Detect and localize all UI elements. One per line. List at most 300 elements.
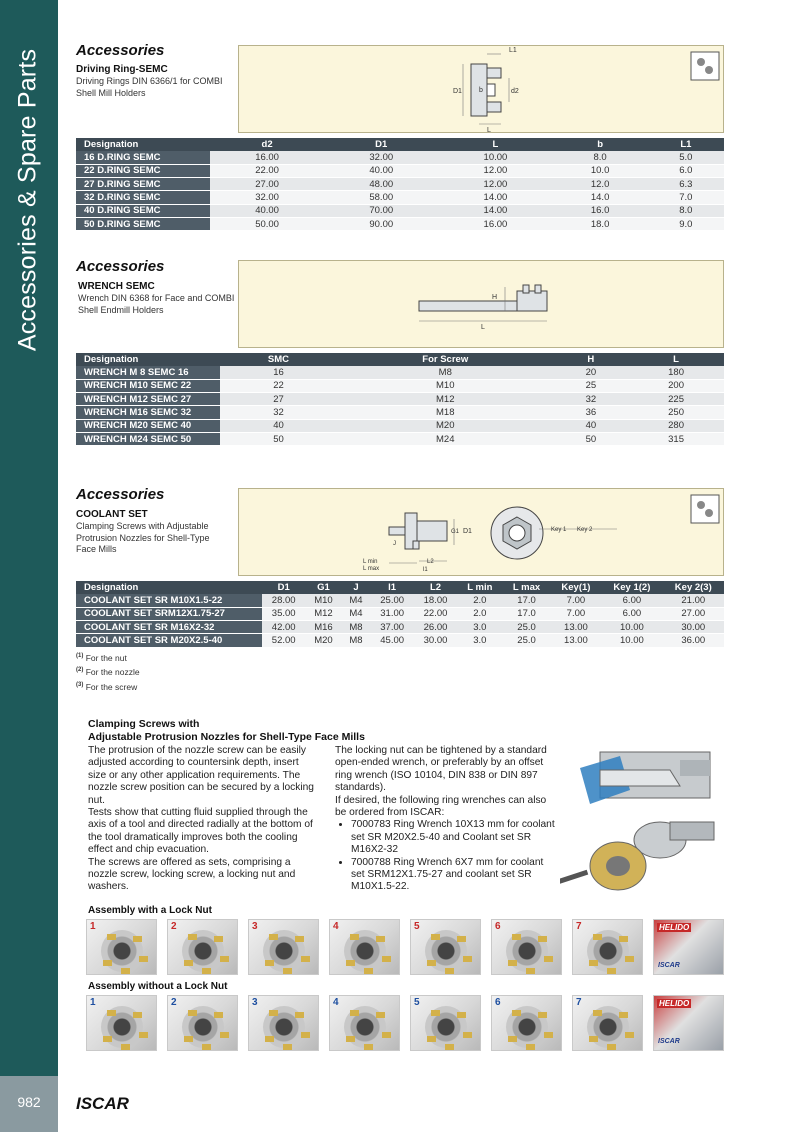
designation-cell: WRENCH M20 SEMC 40 <box>76 419 220 432</box>
fig-label-l1: l1 <box>423 567 428 573</box>
table-cell: 40 <box>554 419 629 432</box>
designation-cell: COOLANT SET SR M10X1.5-22 <box>76 594 262 607</box>
fig-label-lmax: L max <box>363 566 380 572</box>
designation-cell: COOLANT SET SR M20X2.5-40 <box>76 634 262 647</box>
table-cell: 12.0 <box>553 178 648 191</box>
insert-shape <box>526 1044 535 1050</box>
table-cell: 13.00 <box>551 621 602 634</box>
helido-logo: HELIDO <box>659 923 690 932</box>
insert-shape <box>220 1032 229 1038</box>
table-cell: 14.00 <box>438 191 552 204</box>
wrench-list <box>351 819 557 893</box>
table-cell: 8.0 <box>553 151 648 164</box>
insert-shape <box>607 968 616 974</box>
table-cell: 32.00 <box>324 151 438 164</box>
table-cell: 27.00 <box>210 178 324 191</box>
fig-label-h: H <box>492 294 498 301</box>
step-number: 3 <box>252 921 258 932</box>
insert-shape <box>463 956 472 962</box>
table-cell: 10.00 <box>438 151 552 164</box>
col-header: L2 <box>414 581 457 594</box>
insert-shape <box>269 934 278 940</box>
table-cell: 2.0 <box>457 594 502 607</box>
section2-figure <box>238 260 724 348</box>
insert-shape <box>301 956 310 962</box>
fig-label-l2: L2 <box>427 559 434 565</box>
insert-shape <box>107 1010 116 1016</box>
insert-shape <box>538 936 547 942</box>
section3-figure <box>238 488 724 576</box>
table-cell: 35.00 <box>262 607 305 620</box>
insert-shape <box>184 1036 193 1042</box>
insert-shape <box>295 1012 304 1018</box>
designation-cell: 22 D.RING SEMC <box>76 164 210 177</box>
table-cell: 14.0 <box>553 191 648 204</box>
section3-desc: Clamping Screws with Adjustable Protrusion Nozzles for Shell-Type Face Mills <box>76 521 210 554</box>
table-cell: 12.00 <box>438 164 552 177</box>
table-row <box>76 217 724 230</box>
step-number: 3 <box>252 997 258 1008</box>
insert-shape <box>346 960 355 966</box>
table-cell: M12 <box>337 393 554 406</box>
table-cell: M4 <box>342 607 371 620</box>
col-header: For Screw <box>337 353 554 366</box>
iscar-sublogo: ISCAR <box>658 1038 680 1045</box>
wrench-drawing <box>239 261 725 349</box>
table-cell: M4 <box>342 594 371 607</box>
table-cell: 14.00 <box>438 204 552 217</box>
insert-shape <box>607 1044 616 1050</box>
table-row <box>76 151 724 164</box>
designation-cell: 16 D.RING SEMC <box>76 151 210 164</box>
insert-shape <box>445 968 454 974</box>
table-cell: 36.00 <box>663 634 724 647</box>
table-cell: 37.00 <box>370 621 413 634</box>
fig-label-l: L <box>487 127 491 134</box>
insert-shape <box>103 1036 112 1042</box>
insert-shape <box>431 1010 440 1016</box>
fig-label-j: J <box>393 541 396 547</box>
driving-ring-drawing <box>239 46 725 134</box>
page-number: 982 <box>17 1094 41 1110</box>
insert-shape <box>544 1032 553 1038</box>
table-cell: 6.0 <box>648 164 724 177</box>
insert-shape <box>214 936 223 942</box>
sidebar-title-wrap <box>8 40 48 360</box>
table-row <box>76 607 724 620</box>
designation-cell: 50 D.RING SEMC <box>76 217 210 230</box>
insert-shape <box>265 960 274 966</box>
col-header: D1 <box>324 138 438 151</box>
fig-label-b: b <box>479 87 483 94</box>
step-number: 5 <box>414 921 420 932</box>
section2-title: Accessories <box>76 258 165 275</box>
col-header: L max <box>502 581 550 594</box>
list-item: • 7000788 Ring Wrench 6X7 mm for coolant set SRM12X1.75-27 and coolant set SR M10X1.5-22. <box>351 857 557 894</box>
table-cell: 40 <box>220 419 337 432</box>
table-row <box>76 164 724 177</box>
milling-holder-illustration <box>560 740 730 900</box>
table-cell: M18 <box>337 406 554 419</box>
paragraph: The locking nut can be tightened by a standard open-ended wrench, or preferably by an offset ring wrench (ISO 10104, DIN 838 or DIN 897 standards). <box>335 745 547 794</box>
assembly-step-photo <box>491 995 562 1051</box>
table-row <box>76 594 724 607</box>
insert-shape <box>139 1032 148 1038</box>
col-header: Key 2(3) <box>663 581 724 594</box>
table-cell: 27.00 <box>663 607 724 620</box>
insert-shape <box>184 960 193 966</box>
insert-shape <box>214 1012 223 1018</box>
iscar-sublogo: ISCAR <box>658 962 680 969</box>
insert-shape <box>364 1044 373 1050</box>
table-cell: 6.3 <box>648 178 724 191</box>
assembly-step-photo <box>167 919 238 975</box>
paragraph: The protrusion of the nozzle screw can be easily adjusted according to countersink depth, insert size or any other application requirements. The nozzle screw position can be secured by a locking nut. <box>88 745 314 806</box>
insert-shape <box>625 1032 634 1038</box>
assembly-step-photo <box>329 919 400 975</box>
table-cell: 22.00 <box>414 607 457 620</box>
step-number: 1 <box>90 997 96 1008</box>
col-header: d2 <box>210 138 324 151</box>
table-cell: 225 <box>628 393 724 406</box>
article-heading: Clamping Screws with Adjustable Protrusion Nozzles for Shell-Type Face Mills <box>88 718 365 743</box>
step-number: 6 <box>495 997 501 1008</box>
col-header: Key 1(2) <box>601 581 662 594</box>
section1-desc: Driving Rings DIN 6366/1 for COMBI Shell Mill Holders <box>76 76 223 98</box>
insert-shape <box>107 934 116 940</box>
col-header: L1 <box>648 138 724 151</box>
insert-shape <box>427 960 436 966</box>
footnotes <box>76 650 140 693</box>
table-cell: 10.0 <box>553 164 648 177</box>
table-cell: 25.0 <box>502 634 550 647</box>
fig-label-l: L <box>481 324 485 331</box>
table-row <box>76 432 724 445</box>
fig-label-d2: d2 <box>511 88 519 95</box>
table-header-row <box>76 353 724 366</box>
table-cell: M20 <box>337 419 554 432</box>
footnote: $^{(2)}$ For the nozzle <box>76 667 140 678</box>
table-cell: M16 <box>305 621 341 634</box>
insert-shape <box>269 1010 278 1016</box>
step-number: 2 <box>171 997 177 1008</box>
step-number: 1 <box>90 921 96 932</box>
insert-shape <box>463 1032 472 1038</box>
fig-label-d1: D1 <box>453 88 462 95</box>
insert-shape <box>508 960 517 966</box>
insert-shape <box>139 956 148 962</box>
table-cell: 40.00 <box>324 164 438 177</box>
insert-shape <box>376 936 385 942</box>
brand-logo: ISCAR <box>76 1094 129 1113</box>
col-header: l1 <box>370 581 413 594</box>
table-cell: 16.00 <box>438 217 552 230</box>
designation-cell: WRENCH M16 SEMC 32 <box>76 406 220 419</box>
step-number: 7 <box>576 997 582 1008</box>
insert-shape <box>382 956 391 962</box>
insert-shape <box>427 1036 436 1042</box>
insert-shape <box>103 960 112 966</box>
insert-shape <box>188 934 197 940</box>
insert-shape <box>625 956 634 962</box>
table-cell: 7.0 <box>648 191 724 204</box>
table-cell: M24 <box>337 432 554 445</box>
table-cell: 30.00 <box>414 634 457 647</box>
list-item: • 7000783 Ring Wrench 10X13 mm for coolant set SR M20X2.5-40 and Coolant set SR M16X2-32 <box>351 819 557 856</box>
table-row <box>76 406 724 419</box>
table-cell: 28.00 <box>262 594 305 607</box>
col-header: Designation <box>76 353 220 366</box>
table-cell: M8 <box>342 634 371 647</box>
col-header: J <box>342 581 371 594</box>
insert-shape <box>457 936 466 942</box>
table-cell: 32.00 <box>210 191 324 204</box>
table-cell: 10.00 <box>601 621 662 634</box>
table-cell: 25.0 <box>502 621 550 634</box>
insert-shape <box>538 1012 547 1018</box>
insert-shape <box>121 1044 130 1050</box>
insert-shape <box>526 968 535 974</box>
table-header-row <box>76 138 724 151</box>
insert-shape <box>364 968 373 974</box>
table-cell: M8 <box>342 621 371 634</box>
table-cell: 315 <box>628 432 724 445</box>
table-cell: 20 <box>554 366 629 379</box>
designation-cell: WRENCH M24 SEMC 50 <box>76 432 220 445</box>
table-cell: 26.00 <box>414 621 457 634</box>
insert-shape <box>350 1010 359 1016</box>
article-col1 <box>88 745 316 894</box>
table-cell: 12.00 <box>438 178 552 191</box>
table-cell: M8 <box>337 366 554 379</box>
insert-shape <box>593 934 602 940</box>
table-cell: 22 <box>220 379 337 392</box>
step-number: 5 <box>414 997 420 1008</box>
fig-label-d1: D1 <box>463 528 472 535</box>
table-cell: 32 <box>220 406 337 419</box>
table-cell: 17.0 <box>502 607 550 620</box>
table-cell: 25.00 <box>370 594 413 607</box>
paragraph: The screws are offered as sets, comprising a nozzle screw, locking screw, a locking nut and washers. <box>88 856 296 893</box>
table-cell: 30.00 <box>663 621 724 634</box>
assembly-step-photo <box>86 919 157 975</box>
table-cell: 58.00 <box>324 191 438 204</box>
table-header-row <box>76 581 724 594</box>
table-cell: 200 <box>628 379 724 392</box>
assembly-step-photo <box>491 919 562 975</box>
table-cell: 3.0 <box>457 621 502 634</box>
col-header: Designation <box>76 581 262 594</box>
table-cell: 16.00 <box>210 151 324 164</box>
table-cell: 16 <box>220 366 337 379</box>
table-cell: 50.00 <box>210 217 324 230</box>
assembly-step-photo <box>572 919 643 975</box>
table-row <box>76 419 724 432</box>
table-cell: 8.0 <box>648 204 724 217</box>
section3-title: Accessories <box>76 486 165 503</box>
col-header: SMC <box>220 353 337 366</box>
table-row <box>76 366 724 379</box>
table-cell: 27 <box>220 393 337 406</box>
designation-cell: COOLANT SET SRM12X1.75-27 <box>76 607 262 620</box>
table-cell: 90.00 <box>324 217 438 230</box>
table-row <box>76 191 724 204</box>
table-cell: 18.0 <box>553 217 648 230</box>
table-cell: 31.00 <box>370 607 413 620</box>
driving-ring-table <box>76 138 724 231</box>
table-row <box>76 204 724 217</box>
table-cell: 7.00 <box>551 594 602 607</box>
col-header: L <box>438 138 552 151</box>
sidebar <box>0 0 58 1132</box>
paragraph: If desired, the following ring wrenches can also be ordered from ISCAR: <box>335 794 547 819</box>
col-header: H <box>554 353 629 366</box>
insert-shape <box>202 968 211 974</box>
table-cell: 180 <box>628 366 724 379</box>
table-cell: 50 <box>554 432 629 445</box>
table-row <box>76 178 724 191</box>
helido-logo-photo <box>653 995 724 1051</box>
sidebar-title: Accessories & Spare Parts <box>13 48 42 352</box>
table-cell: 52.00 <box>262 634 305 647</box>
table-cell: 280 <box>628 419 724 432</box>
assembly-step-photo <box>410 995 481 1051</box>
table-icon <box>691 52 719 80</box>
table-cell: 3.0 <box>457 634 502 647</box>
insert-shape <box>301 1032 310 1038</box>
insert-shape <box>295 936 304 942</box>
assembly-step-photo <box>86 995 157 1051</box>
table-cell: 50 <box>220 432 337 445</box>
table-cell: 45.00 <box>370 634 413 647</box>
assembly-step-photo <box>248 919 319 975</box>
col-header: D1 <box>262 581 305 594</box>
table-cell: 40.00 <box>210 204 324 217</box>
table-cell: M20 <box>305 634 341 647</box>
cutter-holder-image <box>560 740 730 900</box>
table-row <box>76 393 724 406</box>
insert-shape <box>508 1036 517 1042</box>
insert-shape <box>445 1044 454 1050</box>
insert-shape <box>350 934 359 940</box>
insert-shape <box>382 1032 391 1038</box>
helido-logo-photo <box>653 919 724 975</box>
section2-desc: Wrench DIN 6368 for Face and COMBI Shell Endmill Holders <box>78 293 235 315</box>
wrench-table <box>76 353 724 446</box>
table-cell: 9.0 <box>648 217 724 230</box>
insert-shape <box>512 1010 521 1016</box>
assembly-step-photo <box>167 995 238 1051</box>
table-cell: 2.0 <box>457 607 502 620</box>
footnote: $^{(3)}$ For the screw <box>76 681 138 692</box>
table-icon <box>691 495 719 523</box>
step-number: 6 <box>495 921 501 932</box>
insert-shape <box>188 1010 197 1016</box>
table-cell: M12 <box>305 607 341 620</box>
designation-cell: 40 D.RING SEMC <box>76 204 210 217</box>
insert-shape <box>133 936 142 942</box>
insert-shape <box>283 1044 292 1050</box>
assembly-step-photo <box>248 995 319 1051</box>
table-cell: 7.00 <box>551 607 602 620</box>
insert-shape <box>133 1012 142 1018</box>
insert-shape <box>431 934 440 940</box>
fig-label-key1: Key 1 <box>551 527 567 533</box>
table-cell: M10 <box>337 379 554 392</box>
insert-shape <box>220 956 229 962</box>
insert-shape <box>544 956 553 962</box>
insert-shape <box>346 1036 355 1042</box>
table-row <box>76 634 724 647</box>
step-number: 4 <box>333 997 339 1008</box>
table-cell: 21.00 <box>663 594 724 607</box>
footnote: $^{(1)}$ For the nut <box>76 652 127 663</box>
insert-shape <box>265 1036 274 1042</box>
step-number: 2 <box>171 921 177 932</box>
section3-subtitle: COOLANT SET <box>76 509 148 520</box>
fig-label-key2: Key 2 <box>577 527 593 533</box>
designation-cell: WRENCH M10 SEMC 22 <box>76 379 220 392</box>
designation-cell: 32 D.RING SEMC <box>76 191 210 204</box>
insert-shape <box>376 1012 385 1018</box>
section2-subtitle: WRENCH SEMC <box>78 281 155 292</box>
insert-shape <box>589 1036 598 1042</box>
table-cell: 18.00 <box>414 594 457 607</box>
col-header: L <box>628 353 724 366</box>
col-header: Designation <box>76 138 210 151</box>
designation-cell: WRENCH M12 SEMC 27 <box>76 393 220 406</box>
step-number: 7 <box>576 921 582 932</box>
table-cell: 13.00 <box>551 634 602 647</box>
article-col2 <box>335 745 557 894</box>
insert-shape <box>593 1010 602 1016</box>
col-header: G1 <box>305 581 341 594</box>
section1-subtitle: Driving Ring-SEMC <box>76 64 168 75</box>
fig-label-g1: G1 <box>451 529 460 535</box>
assembly-step-photo <box>410 919 481 975</box>
insert-shape <box>512 934 521 940</box>
section1-title: Accessories <box>76 42 165 59</box>
table-cell: 32 <box>554 393 629 406</box>
insert-shape <box>121 968 130 974</box>
designation-cell: 27 D.RING SEMC <box>76 178 210 191</box>
table-cell: 17.0 <box>502 594 550 607</box>
table-cell: 42.00 <box>262 621 305 634</box>
col-header: Key(1) <box>551 581 602 594</box>
table-cell: 36 <box>554 406 629 419</box>
coolant-set-table <box>76 581 724 648</box>
insert-shape <box>589 960 598 966</box>
col-header: b <box>553 138 648 151</box>
table-row <box>76 621 724 634</box>
table-cell: 6.00 <box>601 607 662 620</box>
table-row <box>76 379 724 392</box>
insert-shape <box>619 936 628 942</box>
paragraph: Tests show that cutting fluid supplied through the axis of a tool and directed radially at the bottom of the tool dramatically improves both the cooling effect and chip evacuation. <box>88 807 313 856</box>
table-cell: 6.00 <box>601 594 662 607</box>
table-cell: 5.0 <box>648 151 724 164</box>
table-cell: 25 <box>554 379 629 392</box>
table-cell: 22.00 <box>210 164 324 177</box>
assembly-without-nut-title: Assembly without a Lock Nut <box>88 981 228 992</box>
insert-shape <box>457 1012 466 1018</box>
table-cell: 48.00 <box>324 178 438 191</box>
section1-figure <box>238 45 724 133</box>
designation-cell: WRENCH M 8 SEMC 16 <box>76 366 220 379</box>
insert-shape <box>283 968 292 974</box>
step-number: 4 <box>333 921 339 932</box>
insert-shape <box>202 1044 211 1050</box>
